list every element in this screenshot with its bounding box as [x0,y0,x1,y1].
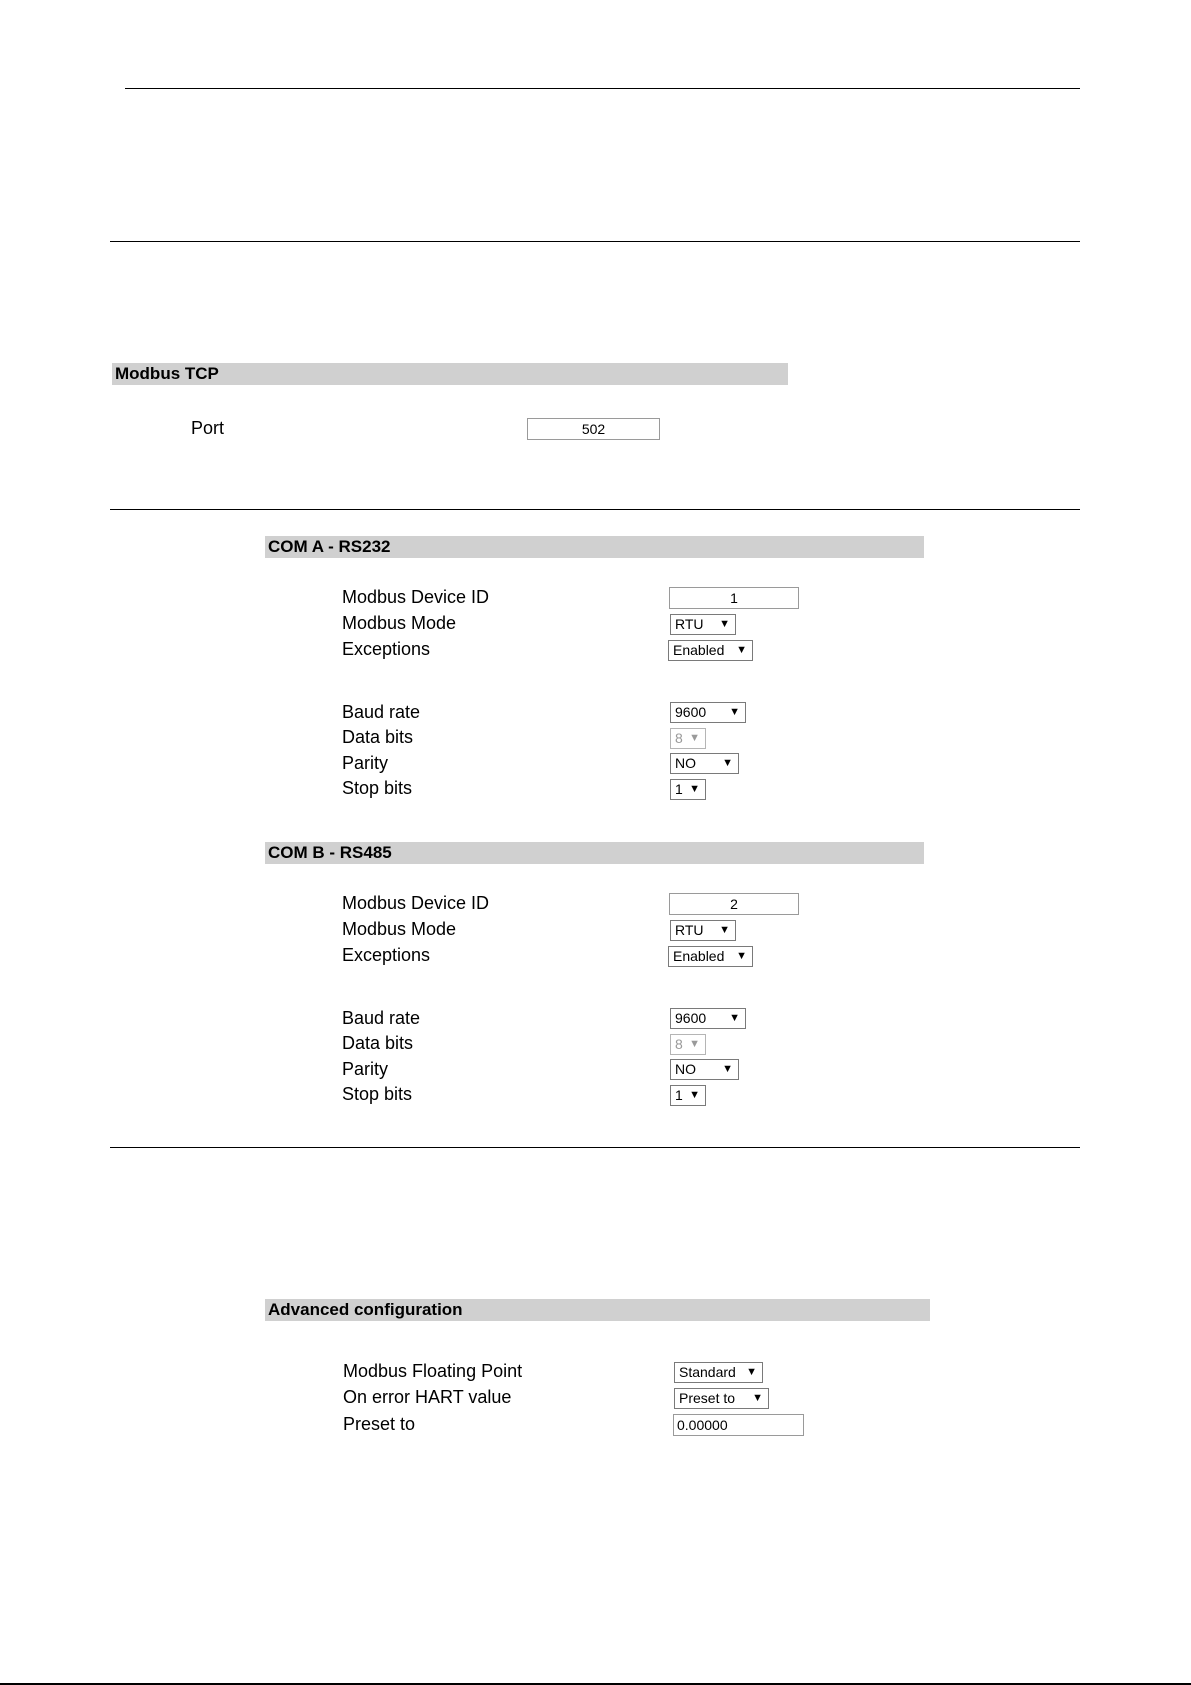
com-b-exceptions-select[interactable]: Enabled ▼ [668,946,753,967]
com-b-baud-select[interactable]: 9600 ▼ [670,1008,746,1029]
chevron-down-icon: ▼ [722,757,733,769]
com-a-exceptions-select[interactable]: Enabled ▼ [668,640,753,661]
preset-input[interactable] [673,1414,804,1436]
com-b-stop-bits-label: Stop bits [342,1084,413,1104]
com-b-exceptions-label: Exceptions [342,945,431,965]
chevron-down-icon: ▼ [736,950,747,962]
com-a-device-id-input[interactable] [669,587,799,609]
com-b-data-bits-select: 8 ▼ [670,1034,706,1055]
chevron-down-icon: ▼ [689,1038,700,1050]
chevron-down-icon: ▼ [746,1366,757,1378]
advanced-config-header [265,1299,930,1321]
com-a-header [265,536,924,558]
modbus-tcp-header [112,363,788,385]
chevron-down-icon: ▼ [719,618,730,630]
com-a-data-bits-select: 8 ▼ [670,728,706,749]
com-b-data-bits-label: Data bits [342,1033,414,1053]
com-a-mode-select[interactable]: RTU ▼ [670,614,736,635]
com-b-mode-label: Modbus Mode [342,919,457,939]
chevron-down-icon: ▼ [729,1012,740,1024]
com-b-parity-label: Parity [342,1059,389,1079]
advanced-config-title: Advanced configuration [268,1300,463,1319]
com-b-parity-select[interactable]: NO ▼ [670,1059,739,1080]
com-b-title: COM B - RS485 [268,843,392,862]
com-a-stop-bits-label: Stop bits [342,778,413,798]
com-a-title: COM A - RS232 [268,537,391,556]
chevron-down-icon: ▼ [689,732,700,744]
com-a-exceptions-label: Exceptions [342,639,431,659]
section-divider-2 [110,509,1080,510]
com-b-header [265,842,924,864]
com-a-baud-select[interactable]: 9600 ▼ [670,702,746,723]
com-b-device-id-input[interactable] [669,893,799,915]
port-input[interactable] [527,418,660,440]
float-point-select[interactable]: Standard ▼ [674,1362,763,1383]
preset-label: Preset to [343,1414,416,1434]
chevron-down-icon: ▼ [736,644,747,656]
top-divider [125,88,1080,89]
chevron-down-icon: ▼ [752,1392,763,1404]
float-point-label: Modbus Floating Point [343,1361,523,1381]
chevron-down-icon: ▼ [689,1089,700,1101]
com-a-baud-label: Baud rate [342,702,421,722]
com-a-parity-select[interactable]: NO ▼ [670,753,739,774]
com-b-baud-label: Baud rate [342,1008,421,1028]
chevron-down-icon: ▼ [719,924,730,936]
port-label: Port [191,418,225,438]
com-a-mode-label: Modbus Mode [342,613,457,633]
com-b-stop-bits-select[interactable]: 1 ▼ [670,1085,706,1106]
com-a-stop-bits-select[interactable]: 1 ▼ [670,779,706,800]
com-a-device-id-label: Modbus Device ID [342,587,490,607]
chevron-down-icon: ▼ [722,1063,733,1075]
com-b-mode-select[interactable]: RTU ▼ [670,920,736,941]
section-divider-1 [110,241,1080,242]
chevron-down-icon: ▼ [689,783,700,795]
chevron-down-icon: ▼ [729,706,740,718]
on-error-label: On error HART value [343,1387,512,1407]
com-a-parity-label: Parity [342,753,389,773]
modbus-tcp-title: Modbus TCP [115,364,219,383]
com-b-device-id-label: Modbus Device ID [342,893,490,913]
on-error-select[interactable]: Preset to ▼ [674,1388,769,1409]
section-divider-3 [110,1147,1080,1148]
com-a-data-bits-label: Data bits [342,727,414,747]
